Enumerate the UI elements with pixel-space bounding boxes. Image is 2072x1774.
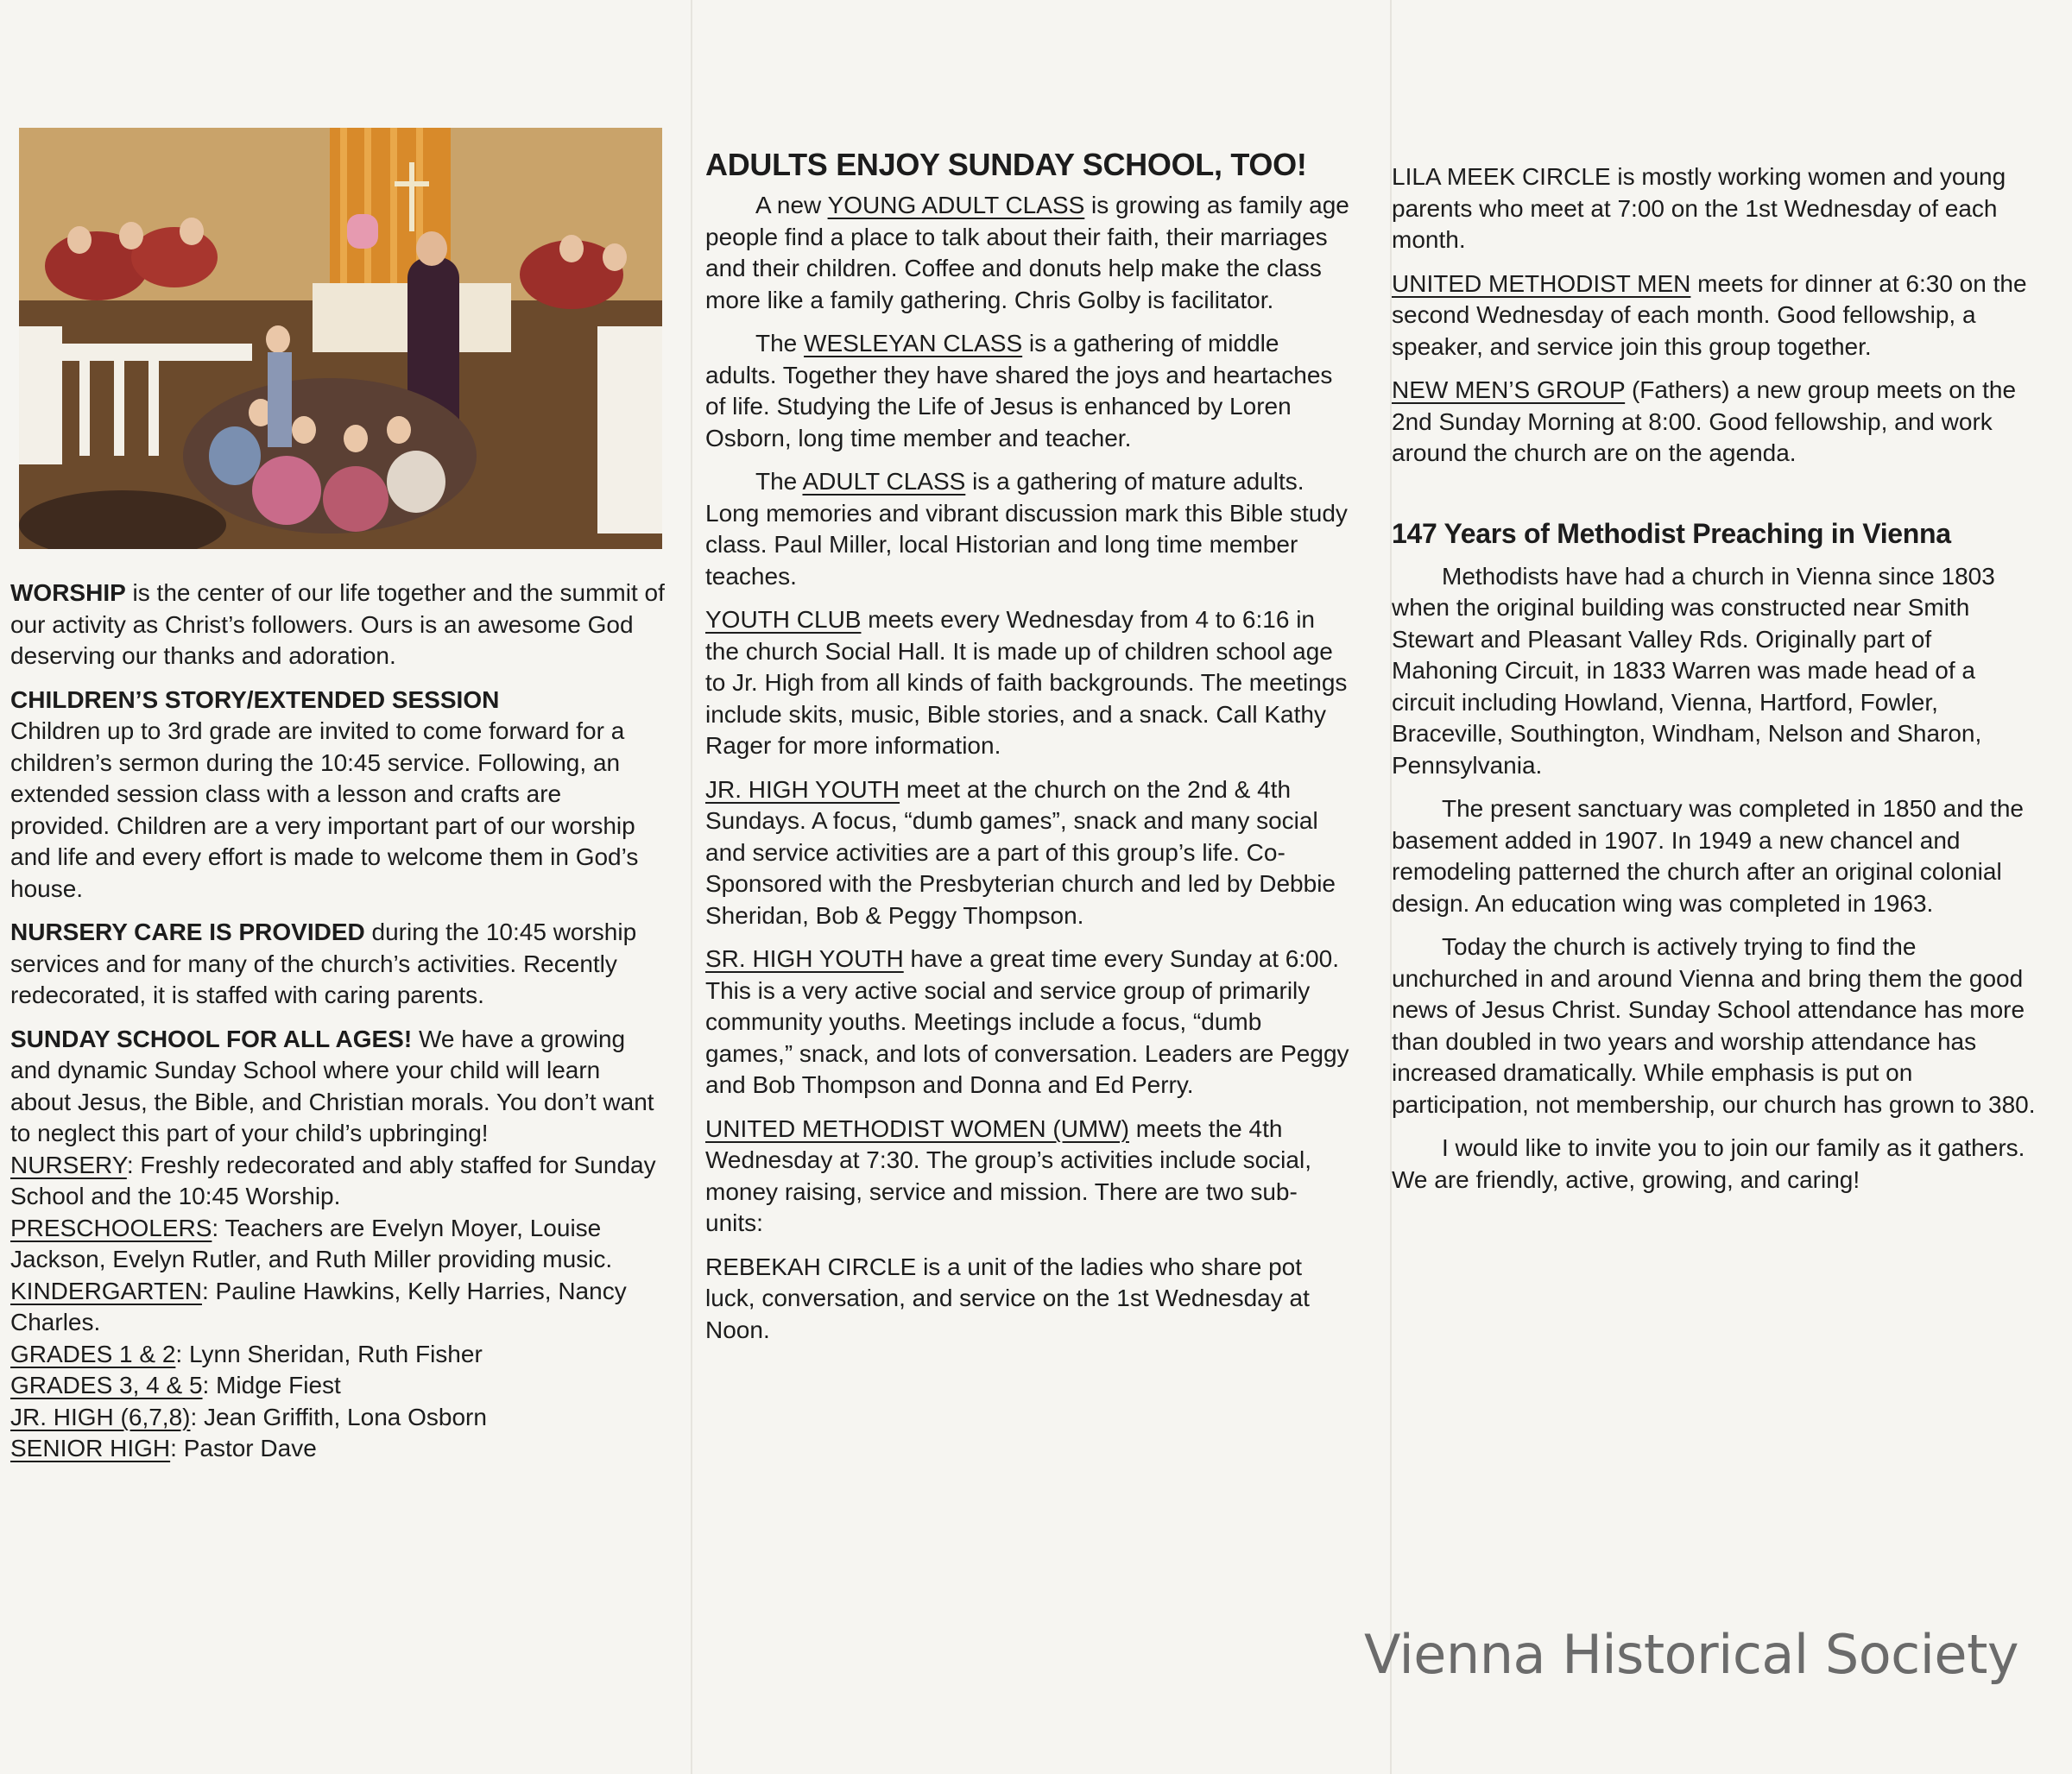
adult-class-pre: The xyxy=(755,468,803,495)
umm-paragraph xyxy=(1392,268,2037,363)
nursery-care-lead: NURSERY CARE IS PROVIDED xyxy=(10,919,365,945)
sunday-school-lead: SUNDAY SCHOOL FOR ALL AGES! xyxy=(10,1025,413,1052)
sr-high-youth-paragraph xyxy=(705,944,1355,1102)
sunday-school-text: We have a growing and dynamic Sunday School where your child will learn about Jesus, the Bible, and Christian morals. You don’t want to neglect this part of your child’s upbringing! xyxy=(10,1025,654,1146)
class-text: : Lynn Sheridan, Ruth Fisher xyxy=(175,1340,483,1367)
worship-text: is the center of our life together and the summit of our activity as Christ’s followers. Ours is an awesome God deserving our thanks and adoration. xyxy=(10,579,665,669)
sunday-school-paragraph xyxy=(10,1024,666,1150)
wesleyan-paragraph xyxy=(705,328,1355,454)
young-adult-text: is growing as family age people find a place to talk about their faith, their marriages and their children. Coffee and donuts help make the class more like a family gathering. Chris Golby is facilitator. xyxy=(705,192,1349,313)
youth-club-label: YOUTH CLUB xyxy=(705,606,862,633)
history-paragraph: The present sanctuary was completed in 1850 and the basement added in 1907. In 1949 a new chancel and remodeling patterned the church after an original colonial design. An education wing was completed in 1963. xyxy=(1392,795,2024,917)
history-paragraph: Methodists have had a church in Vienna since 1803 when the original building was constructed near Smith Stewart and Pleasant Valley Rds. Originally part of Mahoning Circuit, in 1833 Warren was made head of a circuit including Howland, Vienna, Hartford, Fowler, Braceville, Southington, Windham, Nelson and Sharon, Pennsylvania. xyxy=(1392,562,1995,779)
umw-label: UNITED METHODIST WOMEN (UMW) xyxy=(705,1114,1129,1142)
class-list xyxy=(10,1150,666,1465)
class-label: SENIOR HIGH xyxy=(10,1435,171,1461)
class-item xyxy=(10,1370,666,1402)
column-left xyxy=(10,0,666,1465)
lila-paragraph: LILA MEEK CIRCLE is mostly working women and young parents who meet at 7:00 on the 1st Wednesday of each month. xyxy=(1392,163,2006,253)
column-middle xyxy=(705,0,1355,1358)
class-item xyxy=(10,1402,666,1434)
umw-text: meets the 4th Wednesday at 7:30. The group’s activities include social, money raising, service and mission. There are two sub-units: xyxy=(705,1114,1311,1236)
fold-line-left xyxy=(691,0,692,1774)
class-label: GRADES 3, 4 & 5 xyxy=(10,1372,203,1398)
class-item xyxy=(10,1339,666,1371)
class-item xyxy=(10,1433,666,1465)
class-label: KINDERGARTEN xyxy=(10,1277,202,1304)
wesleyan-text: is a gathering of middle adults. Together they have shared the joys and heartaches of life. Studying the Life of Jesus is enhanced by Loren Osborn, long time member and teacher. xyxy=(705,330,1333,451)
class-text: : Pauline Hawkins, Kelly Harries, Nancy Charles. xyxy=(10,1277,627,1335)
adult-class-label: ADULT CLASS xyxy=(802,468,966,495)
umm-text: meets for dinner at 6:30 on the second Wednesday of each month. Good fellowship, a speaker, and service join this group together. xyxy=(1392,269,2027,360)
children-paragraph xyxy=(10,685,666,906)
wesleyan-pre: The xyxy=(755,330,805,357)
class-text: : Teachers are Evelyn Moyer, Louise Jackson, Evelyn Rutler, and Ruth Miller providing music. xyxy=(10,1214,613,1272)
history-paragraph: Today the church is actively trying to find the unchurched in and around Vienna and bring them the good news of Jesus Christ. Sunday School attendance has more than doubled in two years and worship attendance has increased dramatically. While emphasis is put on participation, not membership, our church has grown to 380. xyxy=(1392,933,2036,1118)
young-adult-paragraph xyxy=(705,190,1355,316)
class-label: JR. HIGH (6,7,8) xyxy=(10,1403,191,1430)
column-right xyxy=(1392,0,2037,1208)
adult-class-text: is a gathering of mature adults. Long memories and vibrant discussion mark this Bible study class. Paul Miller, local Historian and long time member teaches. xyxy=(705,468,1348,590)
class-label: NURSERY xyxy=(10,1151,127,1178)
nursery-care-paragraph xyxy=(10,917,666,1012)
sr-high-youth-text: have a great time every Sunday at 6:00. This is a very active social and service group of primarily community youths. Meetings include a focus, “dumb games,” snack, and lots of conversation. Leaders are Peggy and Bob Thompson and Donna and Ed Perry. xyxy=(705,945,1349,1098)
new-mens-paragraph xyxy=(1392,375,2037,470)
young-adult-pre: A new xyxy=(755,192,828,218)
class-item xyxy=(10,1276,666,1339)
class-text: : Pastor Dave xyxy=(170,1435,317,1461)
jr-high-youth-paragraph xyxy=(705,774,1355,932)
umw-paragraph xyxy=(705,1114,1355,1240)
children-text: Children up to 3rd grade are invited to come forward for a children’s sermon during the 10:45 service. Following, an extended session class with a lesson and crafts are provided. Children are a very important part of our worship and life and every effort is made to welcome them in God’s house. xyxy=(10,717,639,902)
watermark-text: Vienna Historical Society xyxy=(1364,1623,2019,1686)
class-label: PRESCHOOLERS xyxy=(10,1214,212,1241)
sr-high-youth-label: SR. HIGH YOUTH xyxy=(705,945,904,972)
youth-club-paragraph xyxy=(705,604,1355,762)
adults-heading: ADULTS ENJOY SUNDAY SCHOOL, TOO! xyxy=(705,147,1307,182)
class-text: : Midge Fiest xyxy=(202,1372,341,1398)
jr-high-youth-label: JR. HIGH YOUTH xyxy=(705,775,900,803)
children-heading: CHILDREN’S STORY/EXTENDED SESSION xyxy=(10,685,500,713)
class-label: GRADES 1 & 2 xyxy=(10,1340,176,1367)
worship-paragraph xyxy=(10,578,666,672)
adult-class-paragraph xyxy=(705,466,1355,592)
worship-lead: WORSHIP xyxy=(10,579,126,606)
new-mens-text: (Fathers) a new group meets on the 2nd Sunday Morning at 8:00. Good fellowship, and work around the church are on the agenda. xyxy=(1392,376,2017,466)
young-adult-label: YOUNG ADULT CLASS xyxy=(827,192,1085,218)
history-paragraph: I would like to invite you to join our family as it gathers. We are friendly, active, growing, and caring! xyxy=(1392,1134,2025,1193)
class-text: : Jean Griffith, Lona Osborn xyxy=(190,1403,487,1430)
new-mens-label: NEW MEN’S GROUP xyxy=(1392,376,1626,403)
nursery-care-text: during the 10:45 worship services and for many of the church’s activities. Recently redecorated, it is staffed with caring parents. xyxy=(10,919,637,1008)
class-item xyxy=(10,1150,666,1213)
rebekah-paragraph: REBEKAH CIRCLE is a unit of the ladies who share pot luck, conversation, and service on the 1st Wednesday at Noon. xyxy=(705,1253,1310,1343)
class-text: : Freshly redecorated and ably staffed for Sunday School and the 10:45 Worship. xyxy=(10,1151,656,1209)
class-item xyxy=(10,1213,666,1276)
history-heading: 147 Years of Methodist Preaching in Vienna xyxy=(1392,517,1951,549)
jr-high-youth-text: meet at the church on the 2nd & 4th Sundays. A focus, “dumb games”, snack and many social and service activities are a part of this group’s life. Co-Sponsored with the Presbyterian church and led by Debbie Sheridan, Bob & Peggy Thompson. xyxy=(705,775,1336,929)
umm-label: UNITED METHODIST MEN xyxy=(1392,269,1691,297)
wesleyan-label: WESLEYAN CLASS xyxy=(804,330,1023,357)
youth-club-text: meets every Wednesday from 4 to 6:16 in the church Social Hall. It is made up of children school age to Jr. High from all kinds of faith backgrounds. The meetings include skits, music, Bible stories, and a snack. Call Kathy Rager for more information. xyxy=(705,606,1348,759)
